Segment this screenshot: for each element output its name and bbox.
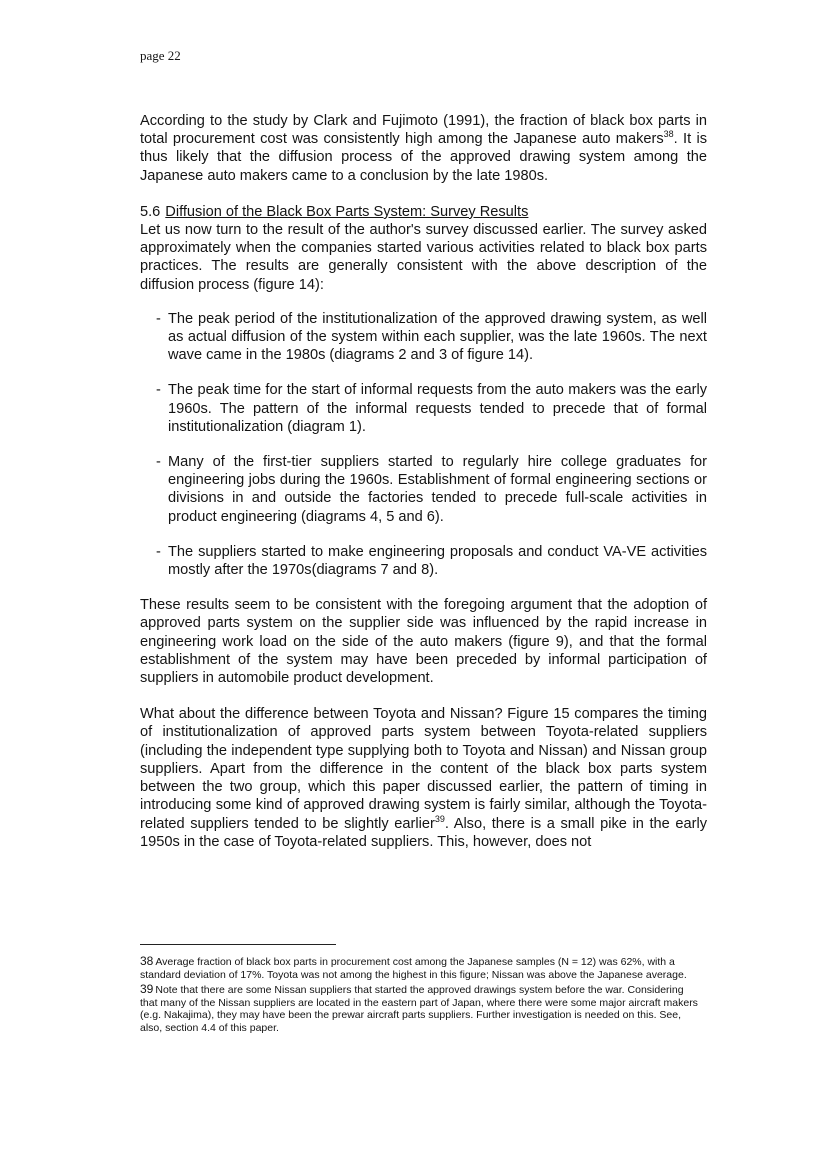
- section-intro: Let us now turn to the result of the author's survey discussed earlier. The survey asked approximately when the companies started various activities related to black box parts practices. The results are generally consistent with the above description of the diffusion process (figure 14):: [140, 222, 707, 293]
- section-heading: [140, 203, 707, 221]
- list-item: [140, 543, 707, 579]
- footnote-ref: 39: [434, 813, 445, 824]
- list-dash: -: [156, 543, 161, 560]
- paragraph-intro: [140, 112, 707, 185]
- list-item-text: The suppliers started to make engineering proposals and conduct VA-VE activities mostly after the 1970s(diagrams 7 and 8).: [168, 543, 707, 579]
- footnote-divider: [140, 944, 336, 945]
- section-number: 5.6: [140, 203, 161, 220]
- list-item-text: The peak time for the start of informal requests from the auto makers was the early 1960s. The pattern of the informal requests tended to precede that of formal institutionalization (diagram 1).: [168, 382, 707, 435]
- paragraph-text: According to the study by Clark and Fujimoto (1991), the fraction of black box parts in total procurement cost was consistently high among the Japanese auto makers: [140, 113, 707, 148]
- list-item-text: The peak period of the institutionalization of the approved drawing system, as well as actual diffusion of the system within each supplier, was the late 1960s. The next wave came in the 1980s (diagrams 2 and 3 of figure 14).: [168, 310, 707, 364]
- paragraph-text: . Also, there is a small pike in the early 1950s in the case of Toyota-related suppliers. This, however, does not: [140, 815, 707, 850]
- footnote-text: Note that there are some Nissan suppliers that started the approved drawings system before the war. Considering that many of the Nissan suppliers are located in the eastern part of Japan, where there were some major aircraft makers (e.g. Nakajima), they may have been the prewar aircraft parts suppliers. Further investigation is needed on this. See, also, section 4.4 of this paper.: [140, 984, 698, 1034]
- list-item: [140, 453, 707, 526]
- page-number-label: page 22: [140, 48, 181, 63]
- list-dash: -: [156, 382, 161, 399]
- list-item: [140, 381, 707, 436]
- list-item: [140, 310, 707, 365]
- footnote-number: 39: [140, 982, 154, 997]
- paragraph-toyota-nissan: [140, 705, 707, 851]
- document-body: [140, 112, 707, 851]
- paragraph-results: These results seem to be consistent with the foregoing argument that the adoption of approved parts system on the supplier side was influenced by the rapid increase in engineering work load on the side of the auto makers (figure 9), and that the formal establishment of the system may have been preceded by informal participation of suppliers in automobile product development.: [140, 597, 707, 687]
- list-dash: -: [156, 454, 161, 471]
- results-list: [140, 310, 707, 579]
- list-item-text: Many of the first-tier suppliers started to regularly hire college graduates for engineering jobs during the 1960s. Establishment of formal engineering sections or divisions in and outside the factories tended to precede full-scale activities in product engineering (diagrams 4, 5 and 6).: [168, 454, 707, 525]
- paragraph-text: What about the difference between Toyota and Nissan? Figure 15 compares the timing of institutionalization of approved parts system between Toyota-related suppliers (including the independent type supplying both to Toyota and Nissan) and Nissan group suppliers. Apart from the difference in the content of the black box parts system between the two group, which this paper discussed earlier, the pattern of timing in introducing some kind of approved drawing system is fairly similar, although the Toyota-related suppliers tended to be slightly earlier: [140, 706, 707, 832]
- footnote: [140, 983, 700, 1034]
- footnote-text: Average fraction of black box parts in procurement cost among the Japanese samples (N = 12) was 62%, with a standard deviation of 17%. Toyota was not among the highest in this figure; Nissan was above the Japanese average.: [140, 956, 687, 981]
- paragraph-text: . It is thus likely that the diffusion process of the approved drawing system among the Japanese auto makers came to a conclusion by the late 1980s.: [140, 131, 708, 184]
- list-dash: -: [156, 310, 161, 327]
- footnote-number: 38: [140, 954, 154, 968]
- footnote-ref: 38: [663, 129, 674, 140]
- footnotes: [140, 955, 700, 1037]
- section-title: Diffusion of the Black Box Parts System: Survey Results: [165, 203, 529, 220]
- footnote: [140, 955, 700, 981]
